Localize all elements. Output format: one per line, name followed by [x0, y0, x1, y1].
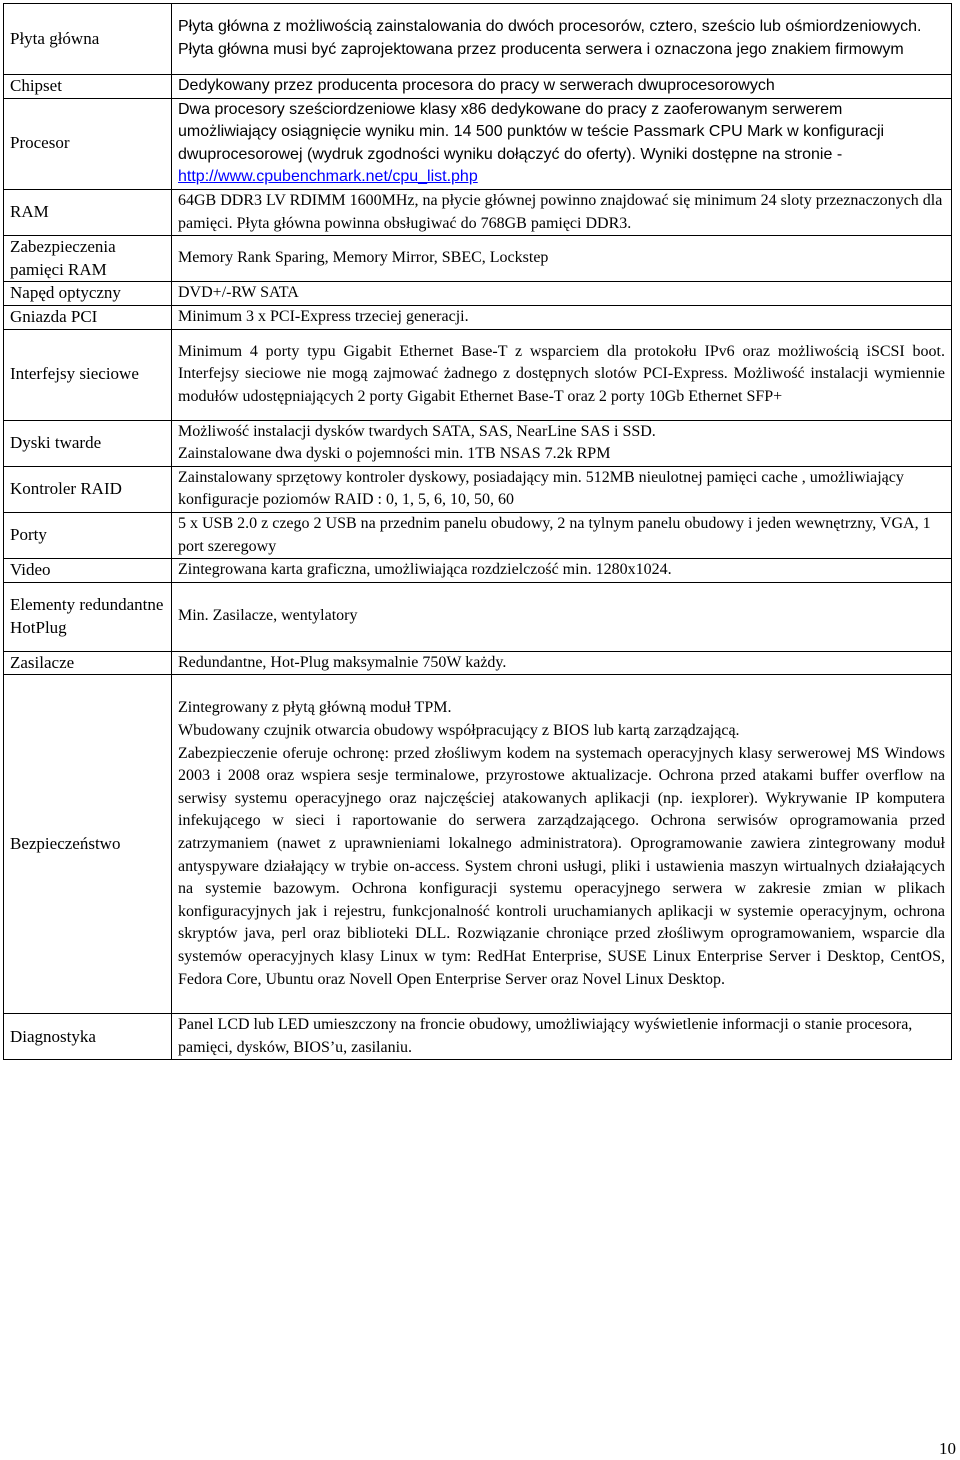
- table-row: [4, 512, 952, 558]
- row-value: 5 x USB 2.0 z czego 2 USB na przednim panelu obudowy, 2 na tylnym panelu obudowy i jeden wewnętrzny, VGA, 1 port szeregowy: [172, 512, 952, 558]
- spec-table: [3, 3, 952, 1060]
- row-value: Redundantne, Hot-Plug maksymalnie 750W każdy.: [172, 651, 952, 675]
- table-row: [4, 75, 952, 99]
- row-value: Zintegrowana karta graficzna, umożliwiająca rozdzielczość min. 1280x1024.: [172, 559, 952, 583]
- row-label: Diagnostyka: [4, 1014, 172, 1060]
- row-value: Memory Rank Sparing, Memory Mirror, SBEC, Lockstep: [172, 236, 952, 282]
- row-value: [172, 98, 952, 189]
- table-row: [4, 559, 952, 583]
- row-value: [172, 675, 952, 1014]
- row-value: Minimum 3 x PCI-Express trzeciej generacji.: [172, 305, 952, 329]
- row-label: Interfejsy sieciowe: [4, 329, 172, 420]
- row-label: Płyta główna: [4, 4, 172, 75]
- row-value: Zainstalowany sprzętowy kontroler dyskowy, posiadający min. 512MB nieulotnej pamięci cache , umożliwiający konfiguracje poziomów RAID : 0, 1, 5, 6, 10, 50, 60: [172, 466, 952, 512]
- table-row: [4, 282, 952, 306]
- security-line: Zabezpieczenie oferuje ochronę: przed złośliwym kodem na systemach operacyjnych klasy serwerowej MS Windows 2003 i 2008 oraz wspiera sesje terminalowe, przyrostowe aktualizacje. Ochrona przed atakami buffer overflow na serwisy systemu operacyjnego oraz najczęściej atakowanych aplikacji (np. iexplorer). Wykrywanie IP komputera infekującego w sieci i raportowanie do serwera zarządzającego. Ochrona serwisów oprogramowania przed zatrzymaniem (nawet z uprawnieniami lokalnego administratora). Oprogramowanie zawiera zintegrowany moduł antyspyware działający w trybie on-access. System chroni usługi, pliki i ustawienia maszyn wirtualnych działających na systemie bazowym. Ochrona konfiguracji systemu operacyjnego serwera w zakresie zmian w plikach konfiguracyjnych jak i rejestru, funkcjonalność kontroli uruchamianych aplikacji w systemie operacyjnym, ochrona skryptów java, perl oraz biblioteki DLL. Rozwiązanie chroniące przed złośliwym oprogramowaniem, wsparcie dla systemów operacyjnych klasy Linux w tym: RedHat Enterprise, SUSE Linux Enterprise Server i Desktop, CentOS, Fedora Core, Ubuntu oraz Novell Open Enterprise Server oraz Novel Linux Desktop.: [178, 744, 945, 988]
- table-row: [4, 466, 952, 512]
- table-row: [4, 329, 952, 420]
- row-value: Płyta główna z możliwością zainstalowania do dwóch procesorów, cztero, sześcio lub ośmiordzeniowych. Płyta główna musi być zaprojektowana przez producenta serwera i oznaczona jego znakiem firmowym: [172, 4, 952, 75]
- row-label: Kontroler RAID: [4, 466, 172, 512]
- table-row: [4, 305, 952, 329]
- row-value: Dedykowany przez producenta procesora do pracy w serwerach dwuprocesorowych: [172, 75, 952, 99]
- table-row: [4, 236, 952, 282]
- table-row: [4, 582, 952, 651]
- row-label: Porty: [4, 512, 172, 558]
- table-row: [4, 675, 952, 1014]
- row-label: Chipset: [4, 75, 172, 99]
- row-label: Gniazda PCI: [4, 305, 172, 329]
- security-line: Wbudowany czujnik otwarcia obudowy współpracujący z BIOS lub kartą zarządzającą.: [178, 722, 740, 740]
- row-label: Bezpieczeństwo: [4, 675, 172, 1014]
- table-row: [4, 651, 952, 675]
- row-label: Elementy redundantne HotPlug: [4, 582, 172, 651]
- page-number: 10: [939, 1439, 956, 1458]
- row-value: Minimum 4 porty typu Gigabit Ethernet Base-T z wsparciem dla protokołu IPv6 oraz możliwością iSCSI boot. Interfejsy sieciowe nie mogą zajmować żadnego z dostępnych slotów PCI-Express. Możliwość instalacji wymiennie modułów udostępniających 2 porty Gigabit Ethernet Base-T oraz 2 porty 10Gb Ethernet SFP+: [172, 329, 952, 420]
- table-row: [4, 189, 952, 235]
- row-label: Napęd optyczny: [4, 282, 172, 306]
- table-row: [4, 420, 952, 466]
- processor-text: Dwa procesory sześciordzeniowe klasy x86 dedykowane do pracy z zaoferowanym serwerem umożliwiający osiągnięcie wyniku min. 14 500 punktów w teście Passmark CPU Mark w konfiguracji dwuprocesorowej (wydruk zgodności wyniku dołączyć do oferty). Wyniki dostępne na stronie -: [178, 100, 885, 163]
- table-row: [4, 1014, 952, 1060]
- cpubenchmark-link[interactable]: http://www.cpubenchmark.net/cpu_list.php: [178, 168, 478, 186]
- row-label: Procesor: [4, 98, 172, 189]
- row-label: Video: [4, 559, 172, 583]
- table-row: [4, 4, 952, 75]
- row-value: Panel LCD lub LED umieszczony na froncie obudowy, umożliwiający wyświetlenie informacji o stanie procesora, pamięci, dysków, BIOS’u, zasilaniu.: [172, 1014, 952, 1060]
- disk-line: Możliwość instalacji dysków twardych SATA, SAS, NearLine SAS i SSD.: [178, 422, 656, 440]
- security-line: Zintegrowany z płytą główną moduł TPM.: [178, 699, 452, 717]
- row-value: 64GB DDR3 LV RDIMM 1600MHz, na płycie głównej powinno znajdować się minimum 24 sloty przeznaczonych dla pamięci. Płyta główna powinna obsługiwać do 768GB pamięci DDR3.: [172, 189, 952, 235]
- row-label: RAM: [4, 189, 172, 235]
- row-value: DVD+/-RW SATA: [172, 282, 952, 306]
- table-row: [4, 98, 952, 189]
- row-value: [172, 420, 952, 466]
- row-label: Dyski twarde: [4, 420, 172, 466]
- row-value: Min. Zasilacze, wentylatory: [172, 582, 952, 651]
- disk-line: Zainstalowane dwa dyski o pojemności min. 1TB NSAS 7.2k RPM: [178, 445, 611, 463]
- row-label: Zabezpieczenia pamięci RAM: [4, 236, 172, 282]
- row-label: Zasilacze: [4, 651, 172, 675]
